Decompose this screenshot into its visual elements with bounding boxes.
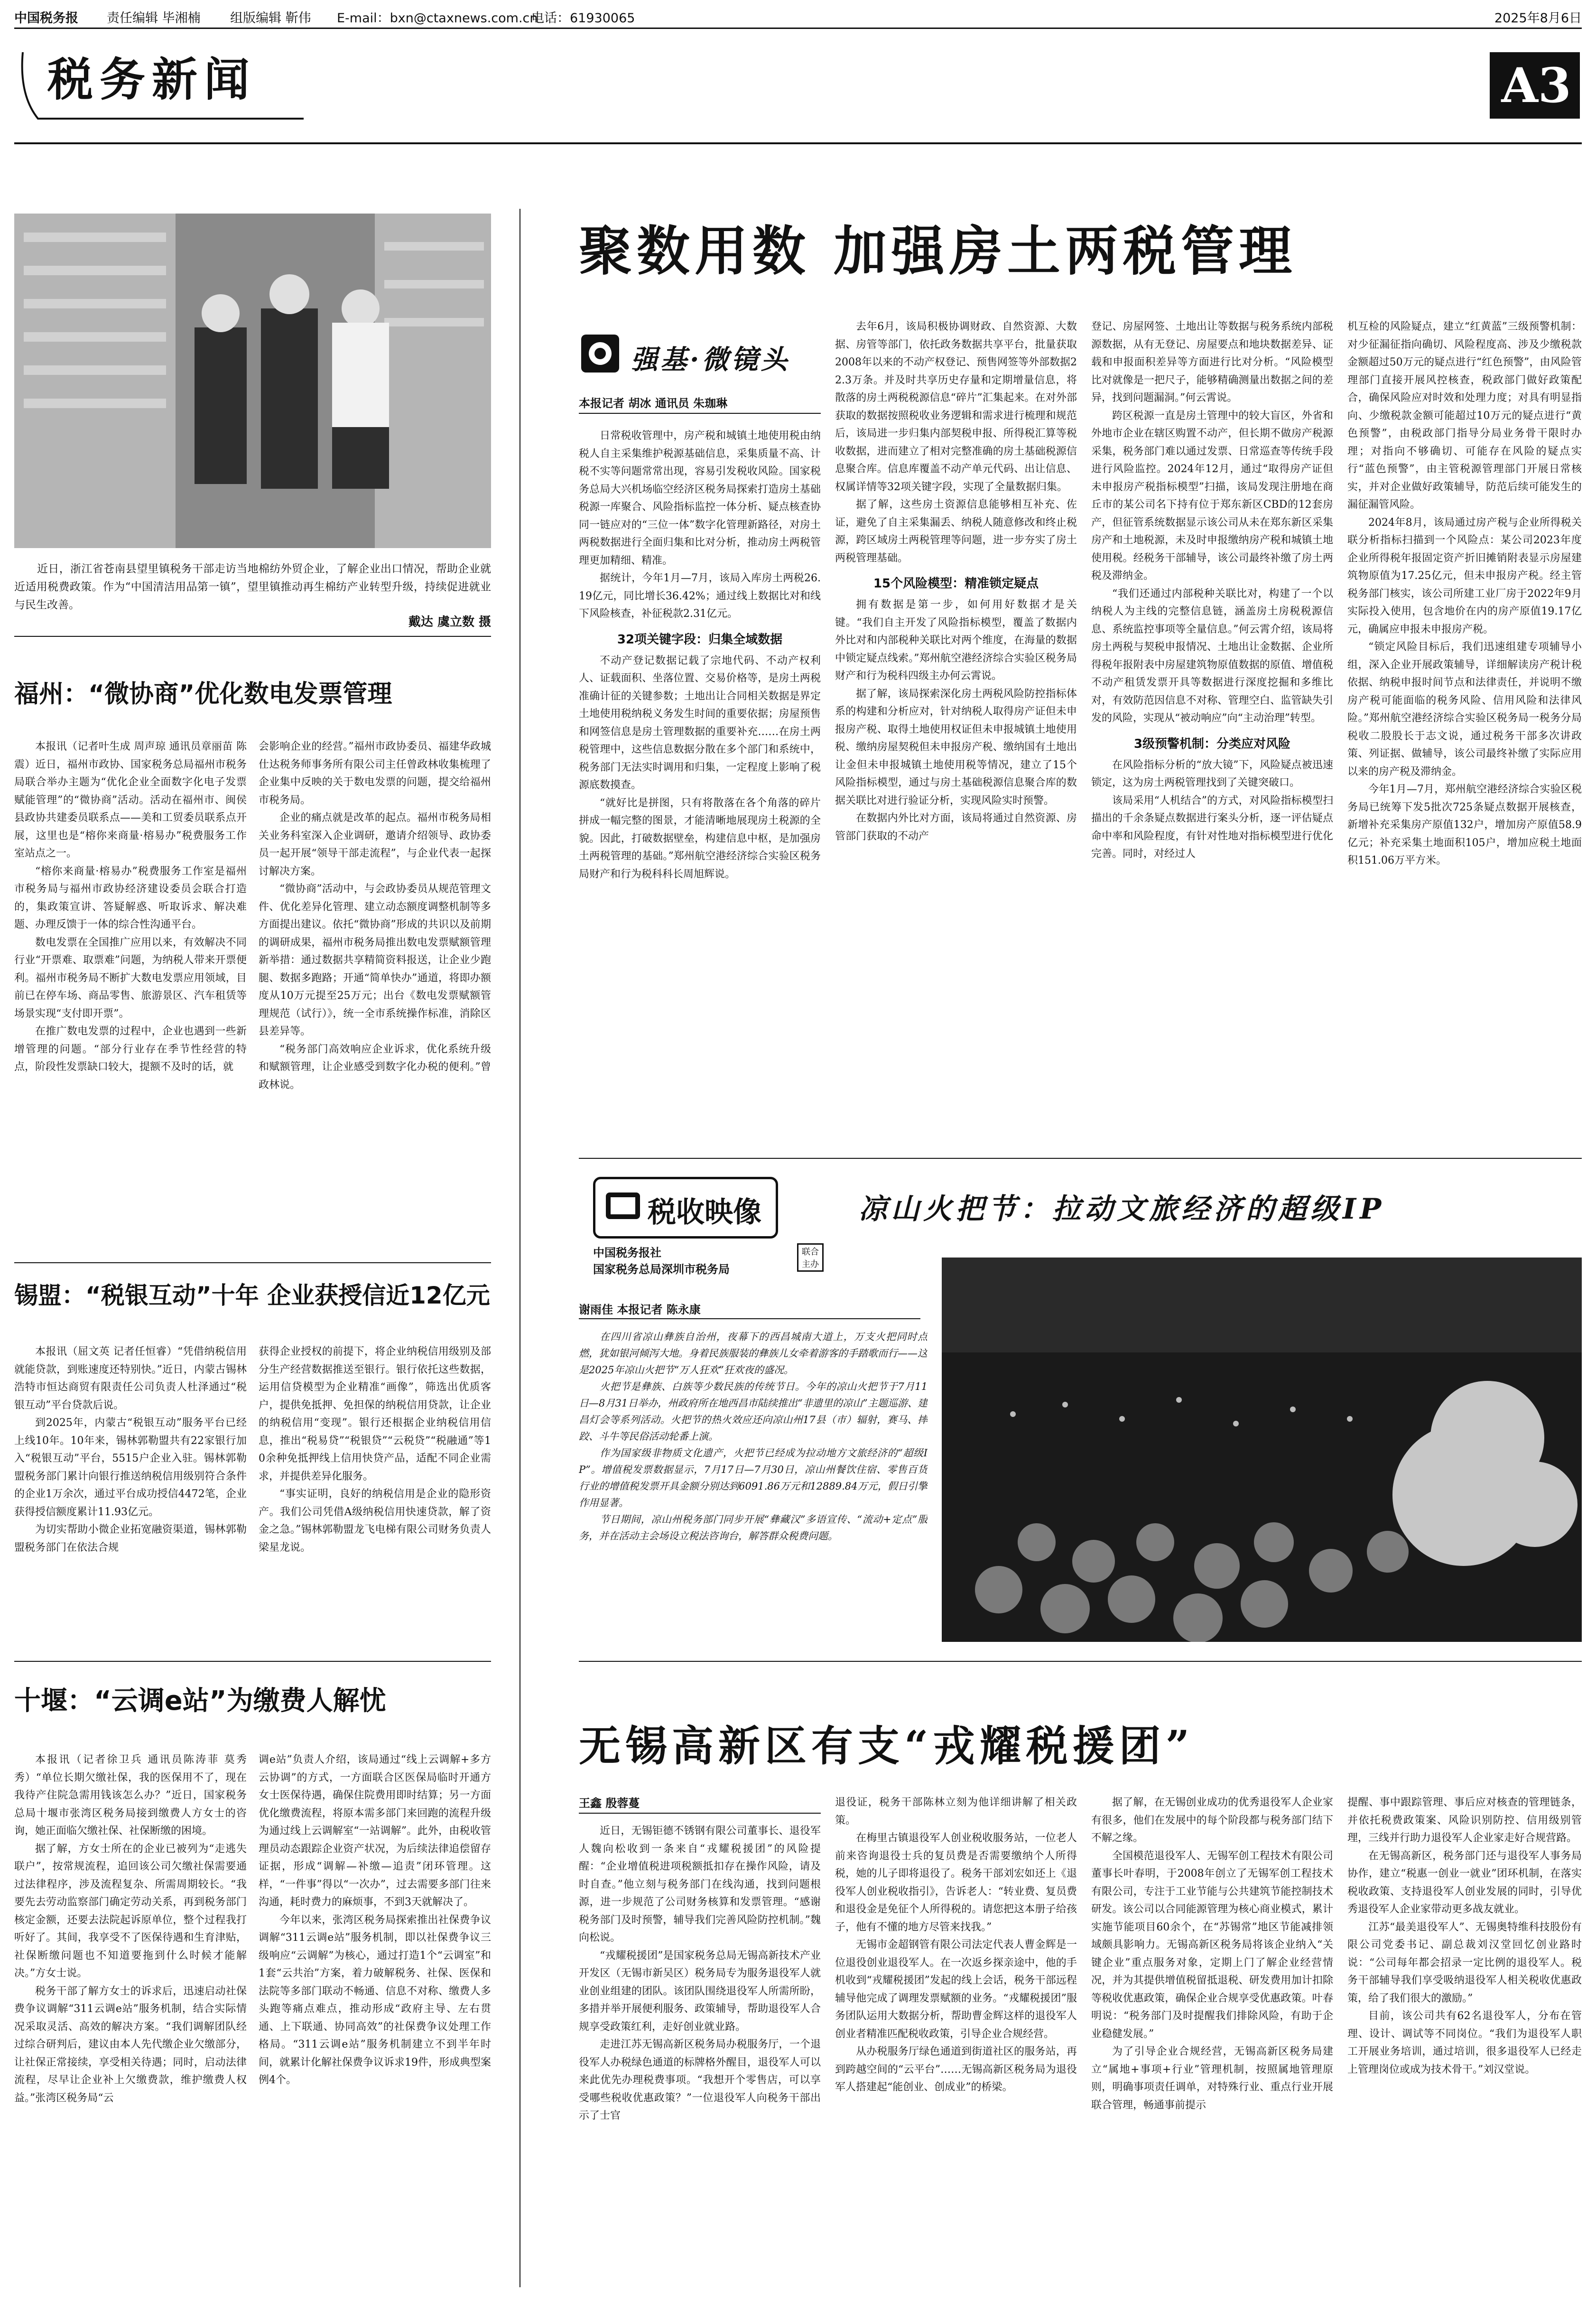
paragraph: 全国模范退役军人、无锡军创工程技术有限公司董事长叶春明，于2008年创立了无锡军创工程技术有限公司，专注于工业节能与公共建筑节能控制技术研发。该公司以合同能源管理为核心商业模式，累计实施节能项目60余个，在“苏锡常”地区节能减排领域颇具影响力。无锡高新区税务局将该企业纳入“关键企业”重点服务对象，定期上门了解企业经营情况，并为其提供增值税留抵退税、研发费用加计扣除等税收优惠政策，确保企业合规享受优惠政策。叶春明说：“税务部门及时提醒我们排除风险，有助于企业稳健发展。”	[1091, 1850, 1333, 2040]
subheading: 32项关键字段：归集全域数据	[617, 632, 783, 647]
bottom-byline: 王鑫 殷蓉蔓	[579, 1797, 640, 1810]
paragraph: 本报讯（屈文英 记者任恒睿）“凭借纳税信用就能贷款，到账速度还特别快。”近日，内蒙古锡林浩特市恒达商贸有限责任公司负责人杜泽通过“税银互动”平台贷款后说。	[14, 1346, 247, 1411]
header-bar	[14, 8, 1582, 27]
video-title: 凉山火把节：拉动文旅经济的超级IP	[859, 1192, 1385, 1226]
paragraph: 跨区税源一直是房土管理中的较大盲区，外省和外地市企业在辖区购置不动产，但长期不做房产税源采集，税务部门难以通过发票、日常巡查等传统手段进行风险监控。2024年12月，通过“取得房产证但未申报房产税指标模型”扫描，该局发现注册地在商丘市的某公司名下持有位于郑东新区CBD的12套房产，但征管系统数据显示该公司从未在郑东新区采集房产和土地税源，未及时申报缴纳房产税和城镇土地使用税。经税务干部辅导，该公司最终补缴了房土两税及滞纳金。	[1091, 410, 1333, 582]
paragraph: 机互检的风险疑点，建立“红黄蓝”三级预警机制：对少征漏征指向确切、风险程度高、涉及少缴税款金额超过50万元的疑点进行“红色预警”，由风险管理部门直接开展风控核查，税政部门做好政策配合，确保风险应对时效和处理力度；对具有明显指向、少缴税款金额可能超过10万元的疑点进行“黄色预警”，由税政部门指导分局业务骨干限时办理；对指向不够确切、可能存在风险的疑点实行“蓝色预警”，由主管税源管理部门开展日常核实，并对企业做好政策辅导，防范后续可能发生的漏征漏管风险。	[1347, 321, 1582, 511]
subheading: 3级预警机制：分类应对风险	[1133, 736, 1291, 751]
video-logo-seal	[797, 1243, 824, 1272]
paragraph: 不动产登记数据记载了宗地代码、不动产权利人、证载面积、坐落位置、交易价格等，是房土两税准确计征的关键参数；土地出让合同相关数据是界定土地使用税纳税义务发生时间的重要依据；房屋预售和网签信息是房土管理数据的重要补充……在房土两税管理中，这些信息数据分散在多个部门和系统中，税务部门无法实时调用和归集，一定程度上影响了税源底数摸查。	[579, 654, 821, 791]
section-title-box	[19, 38, 313, 128]
paragraph: “事实证明，良好的纳税信用是企业的隐形资产。我们公司凭借A级纳税信用快速贷款，解了资金之急。”锡林郭勒盟龙飞电梯有限公司财务负责人梁星龙说。	[259, 1488, 491, 1554]
shiyan-col-2	[259, 1751, 491, 2297]
column-tag	[579, 332, 844, 375]
paragraph: 为切实帮助小微企业拓宽融资渠道，锡林郭勒盟税务部门在依法合规	[14, 1524, 247, 1554]
paragraph: 拥有数据是第一步，如何用好数据才是关键。“我们自主开发了风险指标模型，覆盖了数据内外比对和内部税种关联比对两个维度，在海量的数据中锁定疑点线索。”郑州航空港经济综合实验区税务局财产和行为税科四级主办何云霄说。	[835, 599, 1077, 682]
paragraph: 从办税服务厅绿色通道到街道社区的服务站，再到跨越空间的“云平台”……无锡高新区税务局为退役军人搭建起“能创业、创成业”的桥梁。	[835, 2046, 1077, 2093]
festival-photo-illustration	[942, 1258, 1582, 1642]
column-tag-text: 强基·微镜头	[631, 344, 790, 375]
paragraph: 为了引导企业合规经营，无锡高新区税务局建立“属地+事项+行业”管理机制，按照属地管理原则，明确事项责任调单，对特殊行业、重点行业开展联合管理，畅通事前提示	[1091, 2046, 1333, 2111]
paragraph: 数电发票在全国推广应用以来，有效解决不同行业“开票难、取票难”问题，为纳税人带来开票便利。福州市税务局不断扩大数电发票应用领域，目前已在停车场、商品零售、旅游景区、汽车租赁等场景实现“支付即开票”。	[14, 936, 247, 1020]
bottom-headline: 无锡高新区有支“戎耀税援团”	[579, 1721, 1195, 1770]
header-rule	[14, 28, 1582, 29]
festival-photo	[942, 1258, 1582, 1642]
paragraph: 本报讯（记者徐卫兵 通讯员陈涛菲 莫秀秀）“单位长期欠缴社保，我的医保用不了，现在我待产住院急需用钱该怎么办？”近日，国家税务总局十堰市张湾区税务局接到缴费人方女士的咨询，她正面临欠缴社保、社保断缴的困境。	[14, 1754, 247, 1837]
paragraph: 提醒、事中跟踪管理、事后应对核查的管理链条，并依托税费政策案、风险识别防控、信用级别管理，三线并行助力退役军人企业家走好合规营路。	[1347, 1797, 1582, 1844]
paragraph: 在推广数电发票的过程中，企业也遇到一些新增管理的问题。“部分行业存在季节性经营的特点，阶段性发票缺口较大，提额不及时的话，就	[14, 1025, 247, 1073]
video-byline: 谢雨佳 本报记者 陈永康	[579, 1303, 701, 1316]
paragraph: 日常税收管理中，房产税和城镇土地使用税由纳税人自主采集维护税源基础信息，采集质量不高、计税不实等问题常常出现，容易引发税收风险。国家税务总局大兴机场临空经济区税务局探索打造房土基础税源一库聚合、风险指标监控一体分析、疑点核查协同一链应对的“三位一体”数字化管理新路径，对房土两税数据进行全面归集和比对分析，推动房土两税管理更加精细、精准。	[579, 430, 821, 567]
left-divider-2	[14, 1262, 491, 1263]
paragraph: 获得企业授权的前提下，将企业纳税信用级别及部分生产经营数据推送至银行。银行依托这些数据，运用信贷模型为企业精准“画像”，筛选出优质客户，提供免抵押、免担保的纳税信用贷款，让企业的纳税信用“变现”。银行还根据企业纳税信用信息，推出“税易贷”“税银贷”“云税贷”“税融通”等10余种免抵押线上信用快贷产品，适配不同企业需求，并提供差异化服务。	[259, 1346, 491, 1482]
paragraph: 会影响企业的经营。”福州市政协委员、福建华政城仕达税务师事务所有限公司主任曾政林收集梳理了企业集中反映的关于数电发票的问题，提交给福州市税务局。	[259, 741, 491, 806]
video-text	[579, 1329, 928, 1642]
paragraph: 今年以来，张湾区税务局探索推出社保费争议调解“311云调e站”服务机制，即以社保费争议三级响应“云调解”为核心，通过打造1个“云调室”和1套“云共治”方案，着力破解税务、社保、医保和法院等多部门联动不畅通、信息不对称、缴费人多头跑等痛点难点，推动形成“政府主导、左右贯通、上下联通、协同高效”的社保费争议处理工作格局。“311云调e站”服务机制建立不到半年时间，就累计化解社保费争议诉求19件，形成典型案例4个。	[259, 1914, 491, 2086]
bottom-col-3	[1091, 1794, 1333, 2292]
column-tag-icon	[579, 332, 622, 375]
paragraph: 在无锡高新区，税务部门还与退役军人事务局协作，建立“税惠一创业一就业”团环机制，在落实税收政策、支持退役军人创业发展的同时，引导优秀退役军人企业家带动更多战友就业。	[1347, 1850, 1582, 1915]
paragraph: 2024年8月，该局通过房产税与企业所得税关联分析指标扫描到一个风险点：某公司2023年度企业所得税年报固定资产折旧摊销附表显示房屋建筑物原值为17.25亿元，但未申报房产税。经主管税务部门核实，该公司所建工业厂房于2022年9月实际投入使用，包含地价在内的房产原值19.17亿元，确属应申报未申报房产税。	[1347, 516, 1582, 635]
paragraph: 该局采用“人机结合”的方式，对风险指标模型扫描出的千余条疑点数据进行案头分析，逐一评估疑点命中率和风险程度，有针对性地对指标模型进行优化完善。同时，对经过人	[1091, 794, 1333, 860]
fuzhou-col-1	[14, 738, 247, 1298]
newspaper-name: 中国税务报	[14, 11, 78, 26]
masthead-rule	[14, 142, 1582, 144]
paragraph: 今年1月—7月，郑州航空港经济综合实验区税务局已统筹下发5批次725条疑点数据开展核查，新增补充采集房产原值132户，增加房产原值58.9亿元；补充采集土地面积105户，增加应税土地面积151.06万平方米。	[1347, 783, 1582, 866]
paragraph: 江苏“最美退役军人”、无锡奥特维科技股份有限公司党委书记、副总裁刘汉堂回忆创业路时说：“公司每年都会招录一定比例的退役军人。税务干部辅导我们享受吸纳退役军人相关税收优惠政策，给了我们很大的激励。”	[1347, 1921, 1582, 2004]
paragraph: “榕你来商量·榕易办”税费服务工作室是福州市税务局与福州市政协经济建设委员会联合打造的，集政策宣讲、答疑解惑、听取诉求、解决难题、办理反馈于一体的综合性沟通平台。	[14, 865, 247, 931]
video-logo	[579, 1177, 844, 1281]
photo-illustration	[14, 214, 491, 548]
ximeng-col-1	[14, 1343, 247, 1675]
bottom-col-4	[1347, 1794, 1582, 2292]
video-logo-text: 税收映像	[648, 1196, 761, 1229]
paragraph: 火把节是彝族、白族等少数民族的传统节日。今年的凉山火把节于7月11日—8月31日举办，州政府所在地西昌市陆续推出“非遗里的凉山”主题巡游、建昌灯会等系列活动。火把节的热火效应还向凉山州17县（市）辐射，赛马、摔跤、斗牛等民俗活动轮番上演。	[579, 1381, 928, 1442]
paragraph: 在数据内外比对方面，该局将通过自然资源、房管部门获取的不动产	[835, 812, 1077, 842]
paragraph: 本报讯（记者叶生成 周声琼 通讯员章丽苗 陈震）近日，福州市政协、国家税务总局福州市税务局联合举办主题为“优化企业全面数字化电子发票赋能管理”的“微协商”活动。活动在福州市、闽侯县政协共建委员联系点——美和工贸委员联系点开展，这里也是“榕你来商量·榕易办”税费服务工作室站点之一。	[14, 741, 247, 859]
ximeng-title: 锡盟：“税银互动”十年 企业获授信近12亿元	[14, 1282, 490, 1309]
main-col-2	[835, 318, 1077, 1148]
main-headline: 聚数用数 加强房土两税管理	[579, 220, 1297, 282]
paragraph: 税务干部了解方女士的诉求后，迅速启动社保费争议调解“311云调e站”服务机制，结合实际情况采取灵活、高效的解决方案。“我们调解团队经过综合研判后，建议由本人先代缴企业欠缴部分，让社保正常接续，享受相关待遇；同时，启动法律流程，尽早让企业补上欠缴费款，维护缴费人权益。”张湾区税务局“云	[14, 1985, 247, 2104]
market-photo	[14, 214, 491, 548]
paragraph: “戎耀税援团”是国家税务总局无锡高新技术产业开发区（无锡市新吴区）税务局专为服务退役军人就业创业组建的团队。该团队围绕退役军人所需所盼，多措并举开展便利服务、政策辅导，帮助退役军人合规享受政策红利，走好创业就业路。	[579, 1949, 821, 2033]
fuzhou-title: 福州：“微协商”优化数电发票管理	[14, 680, 392, 708]
shiyan-col-1	[14, 1751, 247, 2297]
bottom-byline-rule	[579, 1813, 821, 1814]
video-byline-rule	[579, 1318, 920, 1319]
layout-credit: 组版编辑 靳伟	[230, 11, 311, 26]
main-byline: 本报记者 胡冰 通讯员 朱珈琳	[579, 397, 728, 410]
paragraph: “微协商”活动中，与会政协委员从规范管理文件、优化差异化管理、建立动态额度调整机制等多方面提出建议。依托“微协商”形成的共识以及前期的调研成果，福州市税务局推出数电发票赋额管理新举措：通过数据共享精简资料报送，让企业少跑腿、数据多跑路；开通“简单快办”通道，将即办额度从10万元提至25万元；出台《数电发票赋额管理规范（试行）》，统一全市系统操作标准，消除区县差异等。	[259, 883, 491, 1037]
fuzhou-col-2	[259, 738, 491, 1298]
tv-icon	[604, 1188, 642, 1226]
video-logo-badge	[593, 1177, 778, 1239]
paragraph: 据了解，这些房土资源信息能够相互补充、佐证，避免了自主采集漏丢、纳税人随意修改和终止税源，跨区域房土两税管理等问题，进一步夯实了房土两税管理基础。	[835, 499, 1077, 564]
paragraph: 据了解，在无锡创业成功的优秀退役军人企业家有很多，他们在发展中的每个阶段都与税务部门结下不解之缘。	[1091, 1797, 1333, 1844]
video-logo-sub2: 国家税务总局深圳市税务局	[593, 1263, 730, 1276]
left-divider-3	[14, 1661, 491, 1662]
paragraph: “税务部门高效响应企业诉求，优化系统升级和赋额管理，让企业感受到数字化办税的便利。”曾政林说。	[259, 1043, 491, 1091]
paragraph: 节日期间，凉山州税务部门同步开展“彝藏汉”多语宣传、“流动+定点”服务，并在活动主会场设立税法咨询台，解答群众税费问题。	[579, 1514, 928, 1542]
video-logo-seal-text: 联合主办	[802, 1247, 819, 1269]
paragraph: 登记、房屋网签、土地出让等数据与税务系统内部税源数据，从有无登记、房屋要点和地块数据差异、证载和申报面积差异等方面进行比对分析。“风险模型比对就像是一把尺子，能够精确测量出数据之间的差异，找到问题漏洞。”何云霄说。	[1091, 321, 1333, 404]
section-title: 税务新闻	[47, 53, 256, 106]
bottom-divider	[579, 1661, 1582, 1662]
photo-caption: 近日，浙江省苍南县望里镇税务干部走访当地棉纺外贸企业，了解企业出口情况，帮助企业就近适用税费政策。作为“中国清洁用品第一镇”，望里镇推动再生棉纺产业转型升级，持续促进就业与民生改善。	[14, 563, 491, 611]
main-col-1	[579, 427, 821, 1148]
paragraph: 企业的痛点就是改革的起点。福州市税务局相关业务科室深入企业调研，邀请介绍领导、政协委员一起开展“领导干部走流程”，与企业代表一起探讨解决方案。	[259, 812, 491, 877]
bottom-col-1	[579, 1822, 821, 2292]
page-number: A3	[1490, 52, 1580, 119]
email-text: E-mail：bxn@ctaxnews.com.cn	[337, 11, 538, 26]
paragraph: 目前，该公司共有62名退役军人，分布在管理、设计、调试等不同岗位。“我们为退役军人职工开展业务培训，通过培训，很多退役军人已经走上管理岗位或成为技术骨干。”刘汉堂说。	[1347, 2010, 1582, 2076]
subheading: 15个风险模型：精准锁定疑点	[873, 577, 1039, 591]
paragraph: 在梅里古镇退役军人创业税收服务站，一位老人前来咨询退役士兵的复员费是否需要缴纳个人所得税，她的儿子即将退役了。税务干部刘宏如还上《退役军人创业税收指引》，告诉老人：“转业费、复员费和退役金是免征个人所得税的。请您把这本册子给孩子，他有不懂的地方尽管来找我。”	[835, 1832, 1077, 1933]
main-col-4	[1347, 318, 1582, 1148]
paragraph: 近日，无锡钜德不锈钢有限公司董事长、退役军人魏向松收到一条来自“戎耀税援团”的风险提醒：“企业增值税进项税额抵扣存在操作风险，请及时自查。”他立刻与税务部门在线沟通，找到问题根源，进一步规范了公司财务核算和发票管理。“感谢税务部门及时预警，辅导我们完善风险防控机制。”魏向松说。	[579, 1825, 821, 1944]
paragraph: “我们还通过内部税种关联比对，构建了一个以纳税人为主线的完整信息链，涵盖房土房税税源信息、系统监控事项等全量信息。”何云霄介绍，该局将房土两税与契税申报情况、土地出让金数据、企业所得税年报附表中房屋建筑物原值数据的原值、增值税不动产租赁发票开具等数据进行深度挖掘和多维比对，有效防范因信息不对称、管理空白、监管缺失引发的风险，实现从“被动响应”向“主动治理”转型。	[1091, 587, 1333, 724]
photo-credit: 戴达 虞立数 摄	[408, 615, 491, 629]
paragraph: 作为国家级非物质文化遗产，火把节已经成为拉动地方文旅经济的“超级IP”。增值税发票数据显示，7月17日—7月30日，凉山州餐饮住宿、零售百货行业的增值税发票开具金额分别达到6091.86万元和12889.84万元，假日引擎作用显著。	[579, 1447, 928, 1509]
paragraph: 无锡市金超钢管有限公司法定代表人曹金辉是一位退役创业退役军人。在一次返乡探亲途中，他的手机收到“戎耀税援团”发起的线上会话，税务干部远程辅导他完成了调理发票赋额的业务。“戎耀税援团”服务团队运用大数据分析，帮助曹金辉这样的退役军人创业者精准匹配税收政策，引导企业合规经营。	[835, 1939, 1077, 2040]
ximeng-col-2	[259, 1343, 491, 1675]
video-logo-sub1: 中国税务报社	[593, 1246, 661, 1259]
issue-date: 2025年8月6日	[1494, 11, 1582, 26]
main-divider	[579, 1158, 1582, 1159]
paragraph: 到2025年，内蒙古“税银互动”服务平台已经上线10年。10年来，锡林郭勒盟共有22家银行加入“税银互动”平台，5515户企业入驻。锡林郭勒盟税务部门累计向银行推送纳税信用级别符合条件的企业1万余次，通过平台成功授信4472笔，企业获得授信额度累计11.93亿元。	[14, 1417, 247, 1518]
paragraph: 据了解，方女士所在的企业已被列为“走逃失联户”，按常规流程，追回该公司欠缴社保需要通过法律程序，涉及流程复杂、所需周期较长。“我要先去劳动监察部门确定劳动关系，再到税务部门核定金额，还要去法院起诉原单位，整个过程我打听好了。其间，我享受不了医保待遇和生育津贴，社保断缴问题也不知道要拖到什么时候才能解决。”方女士说。	[14, 1843, 247, 1979]
paragraph: 退役证，税务干部陈林立刻为他详细讲解了相关政策。	[835, 1797, 1077, 1826]
paragraph: 走进江苏无锡高新区税务局办税服务厅，一个退役军人办税绿色通道的标牌格外醒目，退役军人可以来此优先办理税费事项。“我想开个零售店，可以享受哪些税收优惠政策？”一位退役军人向税务干部出示了士官	[579, 2039, 821, 2122]
paragraph: “就好比是拼图，只有将散落在各个角落的碎片拼成一幅完整的图景，才能清晰地展现房土税源的全貌。因此，打破数据壁垒，构建信息中枢，是加强房土两税管理的基础。”郑州航空港经济综合实验区税务局财产和行为税科科长周旭辉说。	[579, 797, 821, 880]
paragraph: 在风险指标分析的“放大镜”下，风险疑点被迅速锁定，这为房土两税管理找到了关键突破口。	[1091, 759, 1333, 789]
bottom-col-2	[835, 1794, 1077, 2292]
paragraph: 据了解，该局探索深化房土两税风险防控指标体系的构建和分析应对，针对纳税人取得房产证但未申报房产税、取得土地使用权证但未申报城镇土地使用税、缴纳房屋契税但未申报房产税、缴纳国有土地出让金但未申报城镇土地使用税等情况，建立了15个风险指标模型，通过与房土基础税源信息聚合库的数据关联比对进行验证分析，实现风险实时预警。	[835, 688, 1077, 807]
paragraph: 在四川省凉山彝族自治州，夜幕下的西昌城南大道上，万支火把同时点燃，犹如银河倾泻大地。身着民族服装的彝族儿女牵着游客的手踏歌而行——这是2025年凉山火把节“万人狂欢”狂欢夜的盛况。	[579, 1331, 928, 1376]
paragraph: 去年6月，该局积极协调财政、自然资源、大数据、房管等部门，依托政务数据共享平台，批量获取2008年以来的不动产权登记、预售网签等外部数据22.3万条。并及时共享历史存量和定期增量信息，将散落的房土两税税源信息“碎片”汇集起来。在对外部获取的数据按照税收业务逻辑和需求进行梳理和规范后，该局进一步归集内部契税申报、所得税汇算等税收数据，进而建立了相对完整准确的房土基础税源信息聚合库。信息库覆盖不动产单元代码、出让信息、权属详情等32项关键字段，实现了全量数据归集。	[835, 321, 1077, 493]
main-col-3	[1091, 318, 1333, 1148]
shiyan-title: 十堰：“云调e站”为缴费人解忧	[14, 1686, 386, 1716]
left-divider-1	[14, 636, 491, 637]
paragraph: “锁定风险目标后，我们迅速组建专项辅导小组，深入企业开展政策辅导，详细解读房产税计税依据、纳税申报时间节点和法律责任，并说明不缴房产税可能面临的税务风险、信用风险和法律风险。”郑州航空港经济综合实验区税务局一税务分局税收二股股长于志文说，通过税务干部多次讲政策、列证据、做辅导，该公司最终补缴了实际应用以来的房产税及滞纳金。	[1347, 641, 1582, 778]
paragraph: 调e站”负责人介绍，该局通过“线上云调解+多方云协调”的方式，一方面联合区医保局临时开通方女士医保待遇，确保住院费用即时结算；另一方面优化缴费流程，将原本需多部门来回跑的流程升级为通过线上云调解室“一站调解”。此外，由税收管理员动态跟踪企业资产状况，为后续法律追偿留存证据，形成“调解—补缴—追责”闭环管理。这样，“一件事”得以“一次办”，过去需要多部门往来沟通，耗时费力的麻烦事，不到3天就解决了。	[259, 1754, 491, 1908]
phone-text: 电话：61930065	[531, 11, 635, 26]
editor-credit: 责任编辑 毕湘楠	[107, 11, 201, 26]
paragraph: 据统计，今年1月—7月，该局入库房土两税26.19亿元，同比增长36.42%；通过线上数据比对和线下风险核查，补征税款2.31亿元。	[579, 572, 821, 620]
byline-rule	[579, 413, 821, 414]
